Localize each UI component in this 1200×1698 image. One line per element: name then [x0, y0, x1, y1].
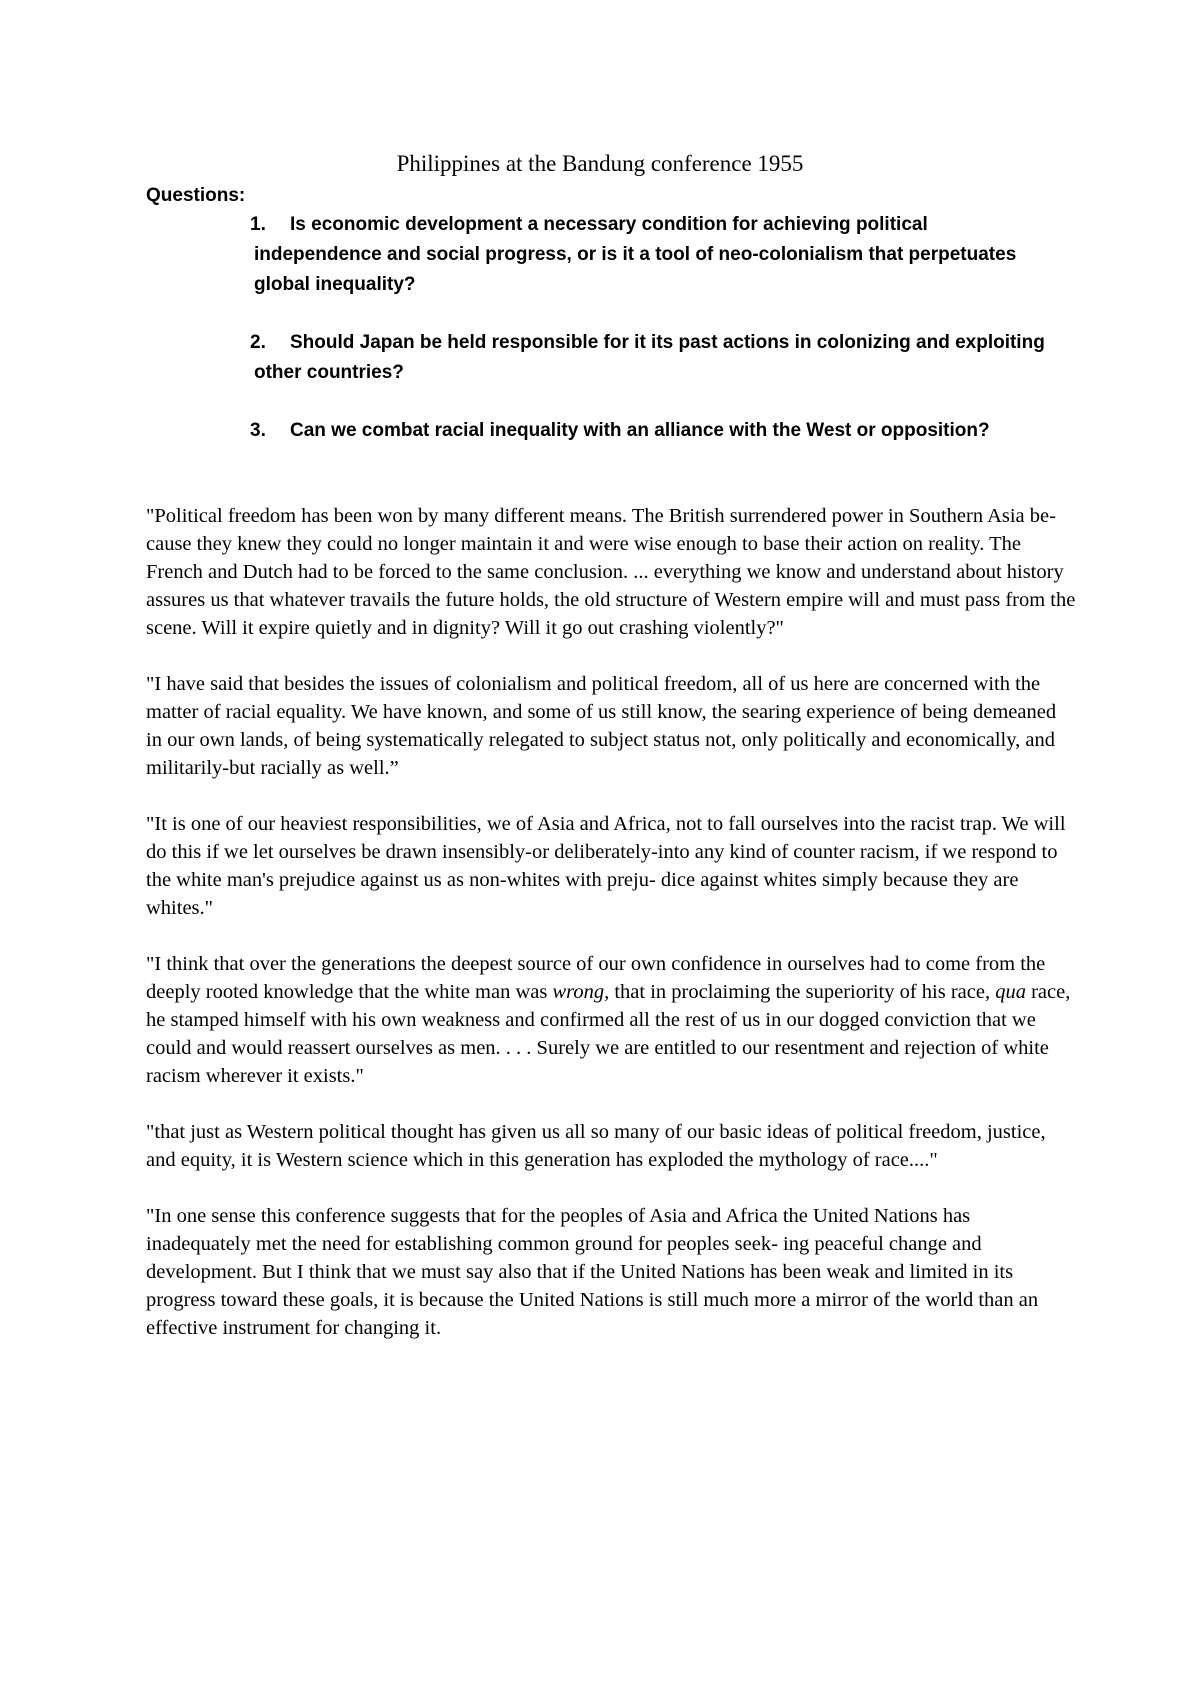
- quote-paragraph: [146, 950, 1076, 1090]
- question-number: 2.: [250, 332, 266, 353]
- quote-emphasis: qua: [995, 981, 1026, 1003]
- quote-paragraph: "Political freedom has been won by many different means. The British surrendered power in Southern Asia be- cause they knew they could no longer maintain it and were wise enough to base their action on reality. The French and Dutch had to be forced to the same conclusion. ... everything we know and understand about history assures us that whatever travails the future holds, the old structure of Western empire will and must pass from the scene. Will it expire quietly and in dignity? Will it go out crashing violently?": [146, 505, 1076, 639]
- quote-emphasis: wrong,: [552, 981, 610, 1003]
- question-text: Is economic development a necessary condition for achieving political independence and social progress, or is it a tool of neo-colonialism that perpetuates global inequality?: [254, 214, 1017, 295]
- quote-paragraph: "I have said that besides the issues of colonialism and political freedom, all of us here are concerned with the matter of racial equality. We have known, and some of us still know, the searing experience of being demeaned in our own lands, of being systematically relegated to subject status not, only politically and economically, and militarily-but racially as well.”: [146, 673, 1057, 779]
- quote-text: that in proclaiming the superiority of his race,: [609, 981, 996, 1003]
- quote-paragraph: "that just as Western political thought has given us all so many of our basic ideas of political freedom, justice, and equity, it is Western science which in this generation has exploded the mythology of race....": [146, 1121, 1046, 1171]
- question-text: Should Japan be held responsible for it its past actions in colonizing and exploiting other countries?: [254, 332, 1045, 383]
- quotes-section: [146, 502, 1076, 1370]
- question-item: [250, 210, 1054, 300]
- question-text: Can we combat racial inequality with an alliance with the West or opposition?: [290, 420, 990, 441]
- question-item: [250, 328, 1054, 388]
- questions-heading: Questions:: [146, 185, 246, 206]
- document-title: Philippines at the Bandung conference 1955: [396, 151, 804, 176]
- quote-paragraph: "It is one of our heaviest responsibilities, we of Asia and Africa, not to fall ourselves into the racist trap. We will do this if we let ourselves be drawn insensibly-or deliberately-into any kind of counter racism, if we respond to the white man's prejudice against us as non-whites with preju- dice against whites simply because they are whites.": [146, 813, 1066, 919]
- question-number: 1.: [250, 214, 266, 235]
- question-number: 3.: [250, 420, 266, 441]
- question-item: [250, 416, 1054, 446]
- quote-text: "I think that over the generations the deepest source of our own confidence in ourselves had to come from the deeply rooted knowledge that the white man was: [146, 953, 1046, 1003]
- questions-list: [250, 210, 1054, 446]
- quote-text: race, he stamped himself with his own weakness and confirmed all the rest of us in our dogged conviction that we could and would reassert ourselves as men. . . . Surely we are entitled to our resentment and rejection of white racism wherever it exists.": [146, 981, 1071, 1087]
- quote-paragraph: "In one sense this conference suggests that for the peoples of Asia and Africa the United Nations has inadequately met the need for establishing common ground for peoples seek- ing peaceful change and development. But I think that we must say also that if the United Nations has been weak and limited in its progress toward these goals, it is because the United Nations is still much more a mirror of the world than an effective instrument for changing it.: [146, 1205, 1039, 1339]
